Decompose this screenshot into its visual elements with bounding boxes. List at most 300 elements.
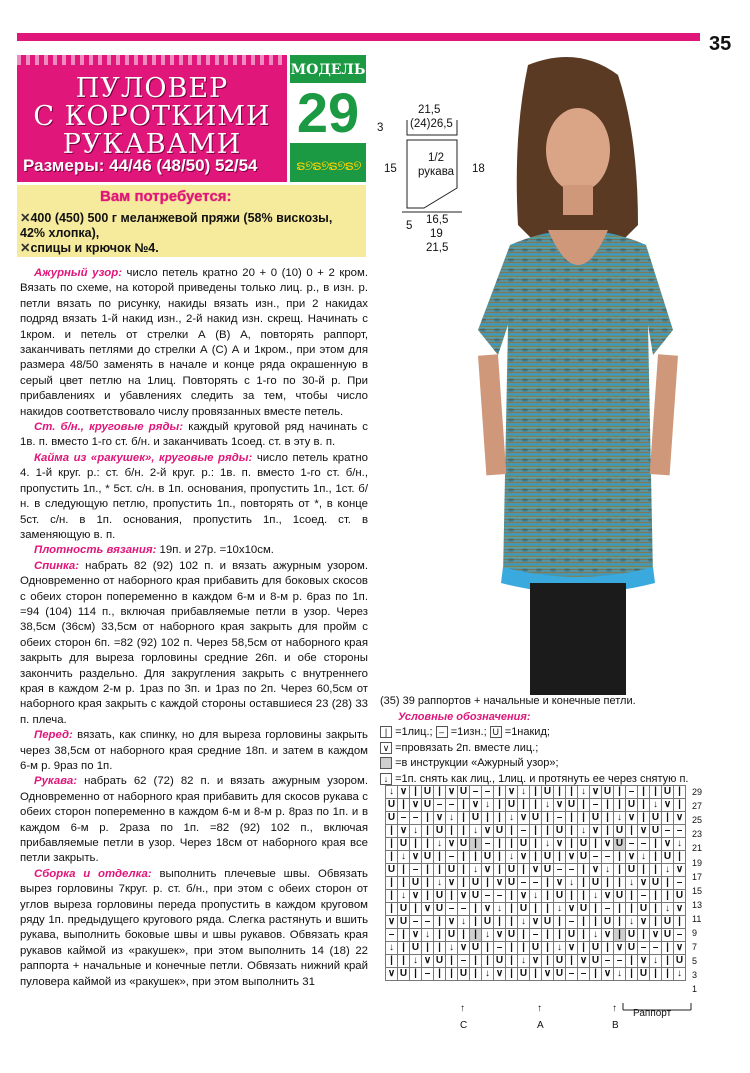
legend-row-3: =в инструкции «Ажурный узор»; xyxy=(380,756,689,772)
chart-cell: | xyxy=(590,903,602,916)
chart-cell: ∨ xyxy=(566,903,578,916)
knit-symbol-icon: | xyxy=(380,726,392,738)
chart-cell: | xyxy=(470,903,482,916)
chart-cell: U xyxy=(626,864,638,877)
chart-row-number: 27 xyxy=(692,801,703,812)
section-front: Перед: вязать, как спинку, но для выреза горловины закрыть через 38,5см от наборного края средние 18п. и затем в каждом 6-м р. 9раз по 1п. xyxy=(20,729,368,772)
chart-cell: U xyxy=(518,838,530,851)
chart-cell: ∨ xyxy=(482,825,494,838)
chart-cell: U xyxy=(410,877,422,890)
chart-cell: | xyxy=(530,786,542,799)
chart-cell: | xyxy=(494,786,506,799)
chart-cell: | xyxy=(398,877,410,890)
chart-cell: | xyxy=(614,903,626,916)
chart-cell: | xyxy=(518,942,530,955)
chart-cell: | xyxy=(470,838,482,851)
chart-cell: | xyxy=(554,786,566,799)
chart-cell: | xyxy=(458,877,470,890)
model-label: МОДЕЛЬ xyxy=(290,62,366,78)
chart-cell: ↓ xyxy=(518,786,530,799)
chart-cell: | xyxy=(506,955,518,968)
chart-cell: | xyxy=(674,799,686,812)
chart-cell: U xyxy=(590,812,602,825)
chart-cell: U xyxy=(494,955,506,968)
chart-cell: | xyxy=(506,942,518,955)
chart-cell: | xyxy=(662,955,674,968)
chart-cell: ∨ xyxy=(554,799,566,812)
chart-cell: U xyxy=(530,942,542,955)
chart-cell: | xyxy=(458,825,470,838)
lace-border xyxy=(17,55,287,65)
chart-cell: U xyxy=(662,929,674,942)
legend-row-2: ∨ =провязать 2п. вместе лиц.; xyxy=(380,741,689,757)
chart-cell: ∨ xyxy=(530,955,542,968)
chart-cell: ∨ xyxy=(554,877,566,890)
chart-cell: ↓ xyxy=(674,968,686,981)
chart-cell: – xyxy=(578,968,590,981)
chart-cell: ∨ xyxy=(590,825,602,838)
chart-cell: | xyxy=(398,929,410,942)
chart-cell: | xyxy=(410,838,422,851)
section-round-sc: Ст. б/н., круговые ряды: каждый круговой ряд начинать с 1в. п. вместо 1-го ст. б/н. и заканчивать 1соед. ст. в эту в. п. xyxy=(20,421,369,449)
chart-cell: | xyxy=(386,903,398,916)
chart-cell: | xyxy=(386,838,398,851)
chart-cell: U xyxy=(434,890,446,903)
chart-cell: U xyxy=(398,968,410,981)
chart-cell: U xyxy=(602,786,614,799)
chart-cell: – xyxy=(446,799,458,812)
legend xyxy=(380,694,689,787)
chart-cell: ↓ xyxy=(398,890,410,903)
chart-cell: ↓ xyxy=(638,851,650,864)
chart-row-number: 3 xyxy=(692,970,698,981)
chart-cell: U xyxy=(458,838,470,851)
chart-cell: ∨ xyxy=(530,864,542,877)
chart-cell: – xyxy=(482,786,494,799)
chart-cell: ∨ xyxy=(410,890,422,903)
chart-cell: ∨ xyxy=(482,903,494,916)
marker-c: C xyxy=(460,1020,468,1031)
chart-cell: ∨ xyxy=(410,799,422,812)
repeat-bracket xyxy=(622,1003,692,1011)
chart-cell: | xyxy=(494,864,506,877)
chart-cell: | xyxy=(614,864,626,877)
chart-cell: U xyxy=(578,838,590,851)
chart-cell: U xyxy=(566,799,578,812)
chart-cell: ∨ xyxy=(554,838,566,851)
chart-cell: ∨ xyxy=(458,890,470,903)
chart-cell: | xyxy=(578,877,590,890)
chart-cell: | xyxy=(458,864,470,877)
chart-cell: | xyxy=(494,838,506,851)
chart-row-number: 17 xyxy=(692,871,703,882)
chart-cell: | xyxy=(578,799,590,812)
chart-cell: U xyxy=(506,864,518,877)
chart-cell: | xyxy=(398,799,410,812)
chart-cell: | xyxy=(434,864,446,877)
chart-cell: | xyxy=(422,942,434,955)
chart-cell: | xyxy=(542,955,554,968)
chart-cell: – xyxy=(602,955,614,968)
chart-row-number: 25 xyxy=(692,815,703,826)
chart-cell: U xyxy=(470,812,482,825)
chart-cell: | xyxy=(506,890,518,903)
chart-cell: | xyxy=(614,851,626,864)
chart-cell: U xyxy=(554,825,566,838)
cross-icon: ✕ xyxy=(20,241,31,255)
chart-cell: – xyxy=(434,799,446,812)
chart-cell: | xyxy=(554,851,566,864)
chart-cell: – xyxy=(422,916,434,929)
chart-cell: – xyxy=(590,851,602,864)
chart-cell: | xyxy=(542,890,554,903)
chart-cell: ↓ xyxy=(554,903,566,916)
chart-cell: ∨ xyxy=(602,838,614,851)
chart-cell: – xyxy=(482,838,494,851)
chart-cell: U xyxy=(662,851,674,864)
model-photo xyxy=(448,55,708,695)
chart-cell: – xyxy=(602,903,614,916)
chart-cell: – xyxy=(494,942,506,955)
repeat-label: Раппорт xyxy=(633,1008,672,1019)
chart-cell: U xyxy=(506,877,518,890)
chart-cell: | xyxy=(614,916,626,929)
chart-cell: U xyxy=(458,968,470,981)
chart-cell: ∨ xyxy=(602,929,614,942)
chart-cell: ↓ xyxy=(398,851,410,864)
chart-cell: ∨ xyxy=(446,877,458,890)
chart-cell: | xyxy=(566,812,578,825)
chart-cell: U xyxy=(650,812,662,825)
chart-cell: | xyxy=(434,968,446,981)
chart-row-number: 5 xyxy=(692,956,698,967)
chart-cell: U xyxy=(578,851,590,864)
chart-cell: ↓ xyxy=(470,864,482,877)
chart-cell: ∨ xyxy=(386,968,398,981)
chart-cell: ↓ xyxy=(650,955,662,968)
chart-cell: ∨ xyxy=(650,929,662,942)
chart-cell: | xyxy=(542,903,554,916)
section-assembly: Сборка и отделка: выполнить плечевые швы. Обвязать вырез горловины 7круг. р. ст. б/н., при этом с обеих сторон от углов выреза горловины переда пропустить в каждом круговом ряду 1п. предыдущего кругового ряда. Слегка растянуть и вшить рукава, выполнить боковые швы и швы рукавов. Обвязать края рукавов каймой из «ракушек», при этом выполнить 14 (18) 22 раппорта + начальные и конечные петли. Обвязать нижний край пуловера каймой из «ракушек», при этом выполнить 31 xyxy=(20,867,368,988)
chart-cell: ↓ xyxy=(506,812,518,825)
chart-cell: – xyxy=(566,864,578,877)
chart-cell: | xyxy=(650,903,662,916)
chart-cell: U xyxy=(554,955,566,968)
chart-row-number: 9 xyxy=(692,928,698,938)
chart-cell: U xyxy=(638,968,650,981)
chart-cell: | xyxy=(470,916,482,929)
chart-cell: | xyxy=(386,851,398,864)
chart-cell: U xyxy=(494,825,506,838)
chart-cell: ∨ xyxy=(386,916,398,929)
materials-item-1-cont: 42% хлопка), xyxy=(20,226,100,240)
chart-cell: | xyxy=(482,877,494,890)
chart-cell: ↓ xyxy=(422,929,434,942)
model-number: 29 xyxy=(296,81,360,144)
chart-cell: | xyxy=(434,916,446,929)
chart-cell: U xyxy=(470,890,482,903)
chart-cell: U xyxy=(662,916,674,929)
chart-cell: – xyxy=(638,942,650,955)
chart-cell: | xyxy=(506,903,518,916)
chart-cell: U xyxy=(506,929,518,942)
chart-cell: U xyxy=(434,903,446,916)
chart-cell: – xyxy=(566,916,578,929)
chart-cell: | xyxy=(578,864,590,877)
chart-cell: | xyxy=(638,929,650,942)
chart-cell: ∨ xyxy=(602,968,614,981)
title-box xyxy=(17,55,287,182)
chart-cell: ∨ xyxy=(398,786,410,799)
chart-cell: ↓ xyxy=(590,890,602,903)
section-gauge: Плотность вязания: 19п. и 27р. =10x10см. xyxy=(34,544,274,557)
chart-cell: | xyxy=(398,942,410,955)
chart-cell: U xyxy=(614,838,626,851)
chart-cell: U xyxy=(674,890,686,903)
materials-item-2: ✕спицы и крючок №4. xyxy=(20,241,159,255)
chart-cell: ∨ xyxy=(590,864,602,877)
chart-cell: | xyxy=(506,825,518,838)
chart-cell: U xyxy=(554,968,566,981)
chart-cell: U xyxy=(422,786,434,799)
chart-cell: | xyxy=(422,838,434,851)
chart-cell: U xyxy=(626,942,638,955)
section-back: Спинка: набрать 82 (92) 102 п. и вязать ажурным узором. Одновременно от наборного края прибавить для боковых скосов с обеих сторон попеременно в каждом 6-м и 8-м р. 6раз по 1п. =94 (104) 114 п., включая прибавляемые петли в узор. Через 38,5см (36см) 33,5см от наборного края закрыть для пройм с обеих сторон 6п. =82 (92) 102 п. Через 58,5см от наборного края закрыть для выреза горловины средние 26п. и обе стороны закончить раздельно. Для закругления закрыть с внутреннего края в каждом 2-м р. 1раз по 3п. и 1раз по 2п. Через 60,5см от наборного края закрыть с каждой стороны оставшиеся 23 (28) 33 п. плеча. xyxy=(20,559,368,726)
chart-cell: U xyxy=(626,929,638,942)
chart-cell: U xyxy=(542,851,554,864)
dim-bottom-left: 5 xyxy=(406,220,413,232)
chart-cell: | xyxy=(650,851,662,864)
chart-cell: | xyxy=(458,851,470,864)
chart-row-number: 11 xyxy=(692,913,702,924)
chart-cell: ∨ xyxy=(494,877,506,890)
chart-cell: ∨ xyxy=(446,838,458,851)
chart-cell: U xyxy=(542,864,554,877)
chart-cell: ↓ xyxy=(566,877,578,890)
chart-cell: – xyxy=(398,812,410,825)
chart-cell: | xyxy=(650,838,662,851)
title-line-3: РУКАВАМИ xyxy=(62,129,242,160)
chart-cell: U xyxy=(482,916,494,929)
chart-cell: | xyxy=(434,786,446,799)
chart-cell: ∨ xyxy=(602,890,614,903)
chart-cell: ↓ xyxy=(602,864,614,877)
chart-cell: – xyxy=(410,916,422,929)
chart-cell: | xyxy=(662,890,674,903)
dim-left: 15 xyxy=(384,163,397,175)
chart-cell: ↓ xyxy=(434,838,446,851)
chart-cell: – xyxy=(410,812,422,825)
chart-cell: | xyxy=(518,864,530,877)
chart-cell: | xyxy=(674,851,686,864)
chart-cell: | xyxy=(542,812,554,825)
chart-cell: | xyxy=(398,955,410,968)
chart-cell: ∨ xyxy=(422,903,434,916)
chart-cell: | xyxy=(530,903,542,916)
chart-cell: – xyxy=(458,955,470,968)
chart-cell: U xyxy=(434,825,446,838)
chart-cell: ↓ xyxy=(578,786,590,799)
chart-cell: ↓ xyxy=(482,929,494,942)
chart-cell: ↓ xyxy=(494,903,506,916)
chart-cell: U xyxy=(446,864,458,877)
chart-cell: | xyxy=(386,890,398,903)
chart-cell: – xyxy=(446,851,458,864)
chart-cell: U xyxy=(638,903,650,916)
chart-cell: – xyxy=(626,786,638,799)
chart-cell: ↓ xyxy=(386,942,398,955)
chart-cell: | xyxy=(446,890,458,903)
chart-cell: ↓ xyxy=(626,877,638,890)
chart-cell: | xyxy=(482,812,494,825)
chart-cell: | xyxy=(638,812,650,825)
chart-cell: U xyxy=(518,903,530,916)
chart-cell: ∨ xyxy=(566,942,578,955)
chart-cell: ∨ xyxy=(518,851,530,864)
chart-cell: | xyxy=(494,812,506,825)
dim-center-2: рукава xyxy=(418,166,455,178)
chart-cell: U xyxy=(650,877,662,890)
chart-cell: | xyxy=(434,929,446,942)
model-number-panel xyxy=(290,83,366,143)
section-openwork: Ажурный узор: число петель кратно 20 + 0 (10) 0 + 2 кром. Вязать по схеме, на которой приведены только лиц. р., в изн. р. петли вязать по рисунку, накиды вязать изн., при 2 накидах подряд вязать 1-й накид изн., 2-й накид изн. скрещ. Начинать с 1кром. и петель от стрелки А (В) А, повторять раппорт, заканчивать петлями до стрелки А (С) А и 1кром., при этом для размера 48/50 заменять в начале и конце ряда окрашенную в серый цвет петлю на 1лиц. Повторять с 1-го по 30-й р. При прибавлениях и убавлениях следить за тем, чтобы число накидов соответствовало числу провязанных вместе петель. xyxy=(20,267,369,418)
skp-symbol-icon: ↓ xyxy=(380,773,392,785)
chart-cell: | xyxy=(470,929,482,942)
chart-cell: | xyxy=(626,903,638,916)
chart-cell: ↓ xyxy=(458,916,470,929)
chart-cell: | xyxy=(554,929,566,942)
chart-cell: | xyxy=(578,942,590,955)
chart-cell: | xyxy=(530,825,542,838)
chart-cell: – xyxy=(674,825,686,838)
chart-cell: | xyxy=(506,916,518,929)
chart-cell: ↓ xyxy=(506,851,518,864)
model-box xyxy=(290,55,366,182)
marker-a: A xyxy=(537,1020,544,1031)
chart-row-number: 23 xyxy=(692,829,703,840)
chart-cell: U xyxy=(626,799,638,812)
section-sleeves: Рукава: набрать 62 (72) 82 п. и вязать ажурным узором. Одновременно от наборного края прибавить для скосов рукава с обеих сторон попеременно в каждом 6-м и 8-м р. 8раз по 1п. и в каждом 6-м р. 2раза по 1п. =82 (92) 102 п., включая прибавляемые петли в узор. Через 18см от наборного края все петли закрыть. xyxy=(20,775,368,865)
chart-row-number: 7 xyxy=(692,942,698,953)
dim-left-top: 3 xyxy=(377,122,384,134)
chart-cell: ↓ xyxy=(530,890,542,903)
chart-cell: U xyxy=(386,864,398,877)
chart-cell: | xyxy=(566,955,578,968)
chart-cell: ∨ xyxy=(518,812,530,825)
chart-row-number: 1 xyxy=(692,984,698,995)
chart-cell: U xyxy=(398,838,410,851)
chart-cell: | xyxy=(602,877,614,890)
chart-cell: | xyxy=(626,968,638,981)
chart-cell: ∨ xyxy=(506,786,518,799)
chart-cell: ↓ xyxy=(410,955,422,968)
chart-cell: ∨ xyxy=(434,812,446,825)
chart-cell: | xyxy=(530,851,542,864)
chart-cell: | xyxy=(458,799,470,812)
section-shell-edge: Кайма из «ракушек», круговые ряды: число петель кратно 4. 1-й круг. р.: ст. б/н. 2-й круг. р.: 1в. п. вместо 1-го ст. б/н., пропустить 1п., * 5ст. с/н. в 1п. основания, пропустить 1п., 1ст. б/н. в следующую петлю, пропустить 1п., повторять от *, в конце 5ст. с/н. в 1п. основания, пропустить 1п., 1соед. ст. в заменяющую в. п. xyxy=(20,451,368,541)
legend-heading: Условные обозначения: xyxy=(398,710,531,723)
chart-cell: U xyxy=(422,799,434,812)
chart-cell: U xyxy=(578,903,590,916)
chart-cell: U xyxy=(506,799,518,812)
chart-cell: | xyxy=(434,851,446,864)
chart-row-number: 29 xyxy=(692,787,703,797)
chart-cell: ∨ xyxy=(674,942,686,955)
chart-cell: | xyxy=(638,786,650,799)
chart-cell: | xyxy=(602,825,614,838)
chart-cell: | xyxy=(626,825,638,838)
chart-cell: U xyxy=(446,929,458,942)
scroll-ornament-icon: ຣ୭ຣ୭ຣ୭ຣ୭ xyxy=(296,157,361,173)
chart-cell: ↓ xyxy=(386,786,398,799)
chart-cell: U xyxy=(422,851,434,864)
sizes-label: Размеры: 44/46 (48/50) 52/54 xyxy=(23,156,258,175)
chart-cell: | xyxy=(470,968,482,981)
chart-cell: ↓ xyxy=(410,825,422,838)
title-line-1: ПУЛОВЕР xyxy=(75,73,229,104)
chart-cell: | xyxy=(542,942,554,955)
chart-cell: | xyxy=(566,890,578,903)
chart-row-number: 21 xyxy=(692,843,703,854)
chart-cell: | xyxy=(410,903,422,916)
chart-cell: | xyxy=(494,851,506,864)
dim-top: 21,5 xyxy=(418,104,441,116)
chart-cell: ∨ xyxy=(422,955,434,968)
chart-cell: | xyxy=(590,968,602,981)
chart-cell: ↓ xyxy=(554,942,566,955)
legend-caption: (35) 39 раппортов + начальные и конечные петли. xyxy=(380,695,636,707)
chart-cell: – xyxy=(638,838,650,851)
marker-c-arrow-icon: ↑ xyxy=(460,1003,465,1014)
chart-cell: U xyxy=(614,890,626,903)
chart-cell: | xyxy=(494,916,506,929)
chart-cell: | xyxy=(446,955,458,968)
stitch-chart xyxy=(385,785,686,981)
chart-cell: | xyxy=(506,968,518,981)
chart-cell: – xyxy=(554,812,566,825)
chart-cell: | xyxy=(386,825,398,838)
chart-cell: – xyxy=(554,864,566,877)
chart-cell: ↓ xyxy=(626,916,638,929)
chart-cell: | xyxy=(614,799,626,812)
chart-cell: | xyxy=(458,812,470,825)
chart-cell: ∨ xyxy=(578,955,590,968)
chart-cell: U xyxy=(650,825,662,838)
chart-cell: ∨ xyxy=(410,929,422,942)
chart-cell: | xyxy=(446,825,458,838)
chart-cell: ↓ xyxy=(518,916,530,929)
chart-cell: | xyxy=(506,838,518,851)
chart-cell: ∨ xyxy=(482,864,494,877)
chart-cell: | xyxy=(590,838,602,851)
chart-cell: U xyxy=(590,942,602,955)
dim-bottom-1: 16,5 xyxy=(426,214,449,226)
chart-cell: | xyxy=(494,799,506,812)
chart-cell: | xyxy=(530,799,542,812)
chart-cell: | xyxy=(662,877,674,890)
chart-cell: | xyxy=(662,812,674,825)
chart-cell: ↓ xyxy=(446,942,458,955)
chart-row-number: 13 xyxy=(692,899,703,910)
chart-cell: – xyxy=(482,890,494,903)
chart-cell: ∨ xyxy=(530,916,542,929)
chart-cell: U xyxy=(614,825,626,838)
cross-icon: ✕ xyxy=(20,211,31,225)
chart-cell: | xyxy=(386,877,398,890)
marker-b: B xyxy=(612,1020,619,1031)
chart-cell: U xyxy=(458,786,470,799)
chart-cell: | xyxy=(614,786,626,799)
